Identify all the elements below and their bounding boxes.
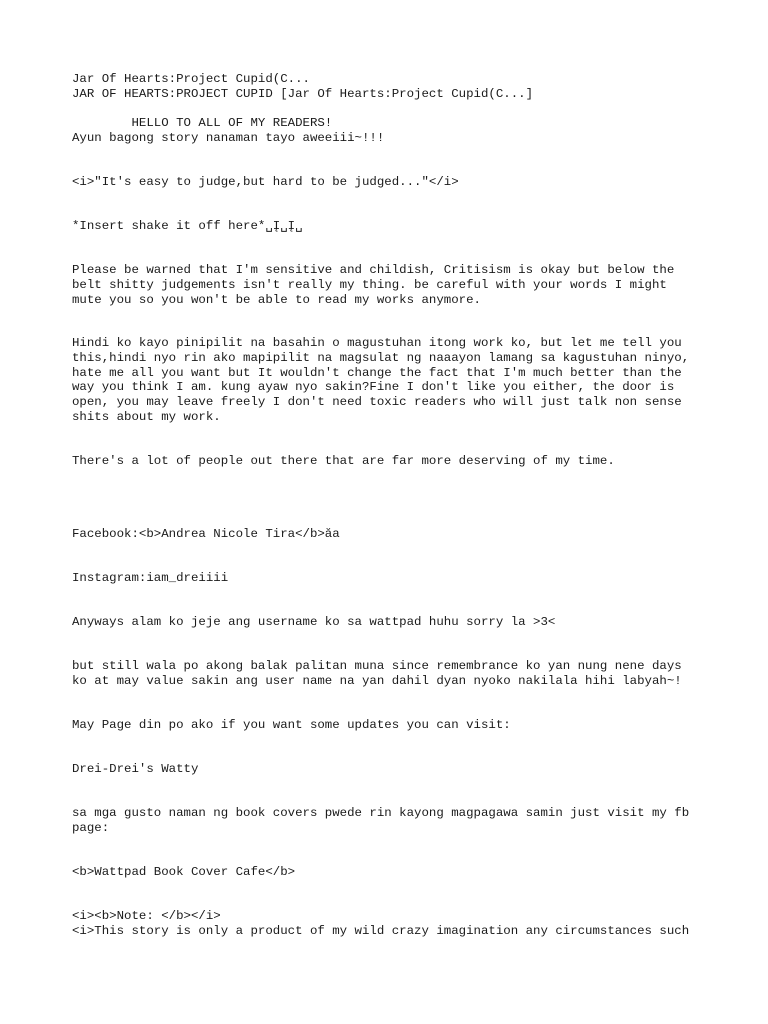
text-line: Jar Of Hearts:Project Cupid(C... <box>72 72 310 86</box>
text-line: <i><b>Note: </b></i> <box>72 909 221 923</box>
text-line: <b>Wattpad Book Cover Cafe</b> <box>72 865 296 879</box>
text-line: open, you may leave freely I don't need toxic readers who will just talk non sense <box>72 395 682 409</box>
text-line: HELLO TO ALL OF MY READERS! <box>72 116 333 130</box>
text-line: ko at may value sakin ang user name na yan dahil dyan nyoko nakilala hihi labyah~! <box>72 674 682 688</box>
text-line: Please be warned that I'm sensitive and childish, Critisism is okay but below the <box>72 263 675 277</box>
text-line: but still wala po akong balak palitan muna since remembrance ko yan nung nene days <box>72 659 682 673</box>
text-line: <i>"It's easy to judge,but hard to be judged..."</i> <box>72 175 459 189</box>
text-line: this,hindi nyo rin ako mapipilit na magsulat ng naaayon lamang sa kagustuhan ninyo, <box>72 351 690 365</box>
text-line: JAR OF HEARTS:PROJECT CUPID [Jar Of Hearts:Project Cupid(C...] <box>72 87 534 101</box>
text-line: Hindi ko kayo pinipilit na basahin o magustuhan itong work ko, but let me tell you <box>72 336 682 350</box>
text-line: <i>This story is only a product of my wild crazy imagination any circumstances such <box>72 924 690 938</box>
text-line: way you think I am. kung ayaw nyo sakin?Fine I don't like you either, the door is <box>72 380 675 394</box>
text-line: Ayun bagong story nanaman tayo aweeiii~!!! <box>72 131 385 145</box>
text-line: belt shitty judgements isn't really my thing. be careful with your words I might <box>72 278 667 292</box>
text-line: *Insert shake it off here*␣Į␣Į␣ <box>72 219 303 233</box>
text-line: sa mga gusto naman ng book covers pwede rin kayong magpagawa samin just visit my fb <box>72 806 690 820</box>
text-line: hate me all you want but It wouldn't change the fact that I'm much better than the <box>72 366 682 380</box>
text-line: May Page din po ako if you want some updates you can visit: <box>72 718 511 732</box>
text-line: There's a lot of people out there that are far more deserving of my time. <box>72 454 615 468</box>
text-line: Instagram:iam_dreiiii <box>72 571 229 585</box>
text-line: Drei-Drei's Watty <box>72 762 199 776</box>
text-line: mute you so you won't be able to read my works anymore. <box>72 293 481 307</box>
text-line: page: <box>72 821 110 835</box>
text-line: Facebook:<b>Andrea Nicole Tira</b>ăa <box>72 527 340 541</box>
text-line: shits about my work. <box>72 410 221 424</box>
text-line: Anyways alam ko jeje ang username ko sa wattpad huhu sorry la >3< <box>72 615 556 629</box>
